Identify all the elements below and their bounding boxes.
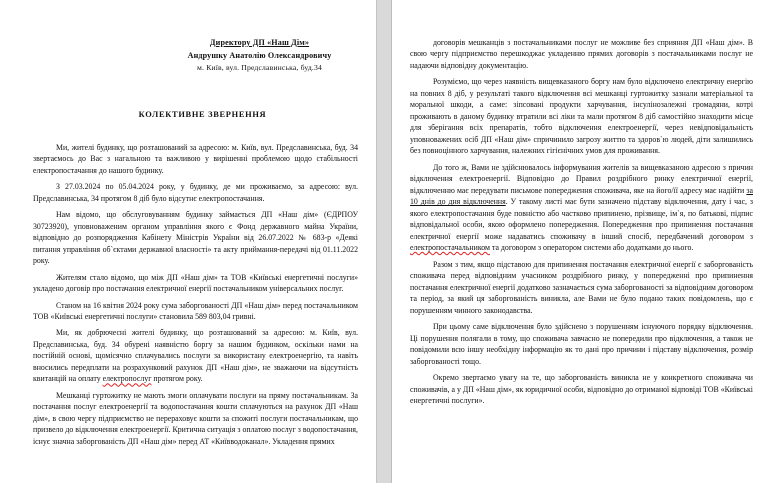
document-page-left — [0, 0, 376, 483]
spellcheck-word-elektropostachalnykom: електропостачальником — [410, 243, 490, 253]
paragraph-left-7: Мешканці гуртожитку не мають змоги оплачувати послуги на пряму постачальникам. За постачання послуг електроенергії та водопостачання кошти сплачуються на рахунок ДП «Наш дім», в свою чергу підприємство не перераховує кошти за спожиті послуги постачальникам, що призвело до відключення електроенергії. Критична ситуація з оплатою послуг з водопостачання, існує значна заборгованість ДП «Наш дім» перед АТ «Київводоканал». Укладення прямих — [33, 390, 358, 446]
paragraph-left-2: З 27.03.2024 по 05.04.2024 року, у будинку, де ми проживаємо, за адресою: вул. Предславинська, 34 протягом 8 діб було відсутнє електропостачання. — [33, 182, 358, 203]
addressee-recipient-address: м. Київ, вул. Предславинська, буд.34 — [197, 63, 322, 73]
addressee-block — [161, 0, 358, 75]
document-page-right — [392, 0, 763, 483]
paragraph-left-1: Ми, жителі будинку, що розташований за адресою: м. Київ, вул. Предславинська, буд. 34 звертаємось до Вас з нагальною та важливою у вирішенні проблемою щодо стабільності електропостачання до нашого будинку. — [33, 142, 358, 175]
paragraph-left-6-text-b: протягом року. — [151, 374, 203, 384]
paragraph-left-3: Нам відомо, що обслуговуванням будинку займається ДП «Наш дім» (ЄДРПОУ 30723920), уповноваженим органом управління якого є Фонд державного майна України, відповідно до розпорядження Кабінету Міністрів України від 26.07.2022 № 683-р «Деякі питання управління об`єктами державної власності» та акту приймання-передачі від 01.11.2022 року. — [33, 210, 358, 266]
addressee-recipient-title: Директору ДП «Наш Дім» — [209, 38, 310, 47]
paragraph-left-6-text-a: Ми, як добрючесні жителі будинку, що розташований за адресою: м. Київ, вул. Предславинська, буд. 34 обурені наявністю боргу за нашим будинком, оскільки нами на постійній основі, щомісячно сплачувались послуги за використану електроенергію, та навіть вносились передплати на розрахунковий рахунок ДП «Наш дім», не зважаючи на відсутність квитанцій на оплату — [33, 328, 358, 384]
paragraph-right-5: При цьому саме відключення було здійснено з порушенням існуючого порядку відключення. Ці порушення полягали в тому, що споживача завчасно не попередили про відключення, а також не повідомили всю іншу необхідну інформацію як то дані про причини і підставу відключення, розмір заборгованості тощо. — [410, 322, 753, 366]
paragraph-right-3 — [410, 162, 753, 254]
paragraph-right-2: Розуміємо, що через наявність вищевказаного боргу нам було відключено електричну енергію на повних 8 діб, у результаті такого відключення всі мешканці гуртожитку зазнали матеріальної та моральної шкоди, а саме: зіпсовані продукти харчування, інсулінозалежні громадяни, котрі проживають в даному будинку втратили всі ліки та мали протягом 8 діб самостійно знаходити місце для зберігання всіх препаратів, тобто відключення електроенергії, через невідповідальність уповноважених осіб ДП «Наш дім» спричинило загрозу життю та здоров`ю людей, діти залишились без повноцінного харчування, належних гігієнічних умов для проживання. — [410, 77, 753, 156]
spellcheck-word-elektropoluh: електропослуг — [102, 374, 152, 384]
paragraph-right-4: Разом з тим, якщо підставою для припинення постачання електричної енергії є заборгованість споживача перед відповідним учасником роздрібного ринку, у попередженні про припинення постачання електричної енергії додатково зазначається сума заборгованості за відповідним договором та період, за який ця заборгованість виникла, але Вами не було подано таких повідомлень, що є порушенням чинного законодавства. — [410, 259, 753, 315]
paragraph-right-3-text-a: До того ж, Вами не здійснювалось інформування жителів за вищевказаною адресою з причин відключення електроенергії. Відповідно до Правил роздрібного ринку електричної енергії, відключенню має передувати письмове попередження споживача, яке на його/її адресу має надійти — [410, 162, 753, 195]
underlined-phrase-10-days: за 10 днів до дня відключення — [410, 185, 753, 207]
paragraph-right-3-text-b: . У такому листі має бути зазначено підставу відключення, дату і час, з якого електропостачання буде повністю або частково припинено, прізвище, ім`я, по батькові, підпис відповідальної особи, якою оформлено попередження. Попередження про припинення постачання електричної енергії може надаватись споживачу в інший спосіб, передбачений договором з — [410, 197, 753, 241]
paragraph-left-6 — [33, 327, 358, 384]
page-gutter-divider — [376, 0, 392, 483]
paragraph-right-6: Окремо звертаємо увагу на те, що заборгованість виникла не у конкретного споживача чи споживачів, а у ДП «Наш дім», як юридичної особи, відповідно до отриманої відповіді ТОВ «Київські енергетичні послуги». — [410, 373, 753, 406]
paragraph-right-3-text-c: та договором з оператором системи або додатками до нього. — [489, 243, 694, 253]
document-title: КОЛЕКТИВНЕ ЗВЕРНЕННЯ — [138, 109, 267, 119]
paragraph-left-5: Станом на 16 квітня 2024 року сума заборгованості ДП «Наш дім» перед постачальником ТОВ «Київські енергетичні послуги» становила 589 803,04 гривні. — [33, 300, 358, 321]
addressee-recipient-name: Андрушку Анатолію Олександровичу — [187, 51, 332, 61]
paragraph-right-1: договорів мешканців з постачальниками послуг не можливе без сприяння ДП «Наш дім». В свою чергу підприємство перешкоджає укладенню прямих договорів з постачальниками послуг не надаючи відповідну документацію. — [410, 38, 753, 70]
paragraph-left-4: Жителям стало відомо, що між ДП «Наш дім» та ТОВ «Київські енергетичні послуги» укладено договір про постачання електричної енергії постачальником універсальних послуг. — [33, 272, 358, 294]
